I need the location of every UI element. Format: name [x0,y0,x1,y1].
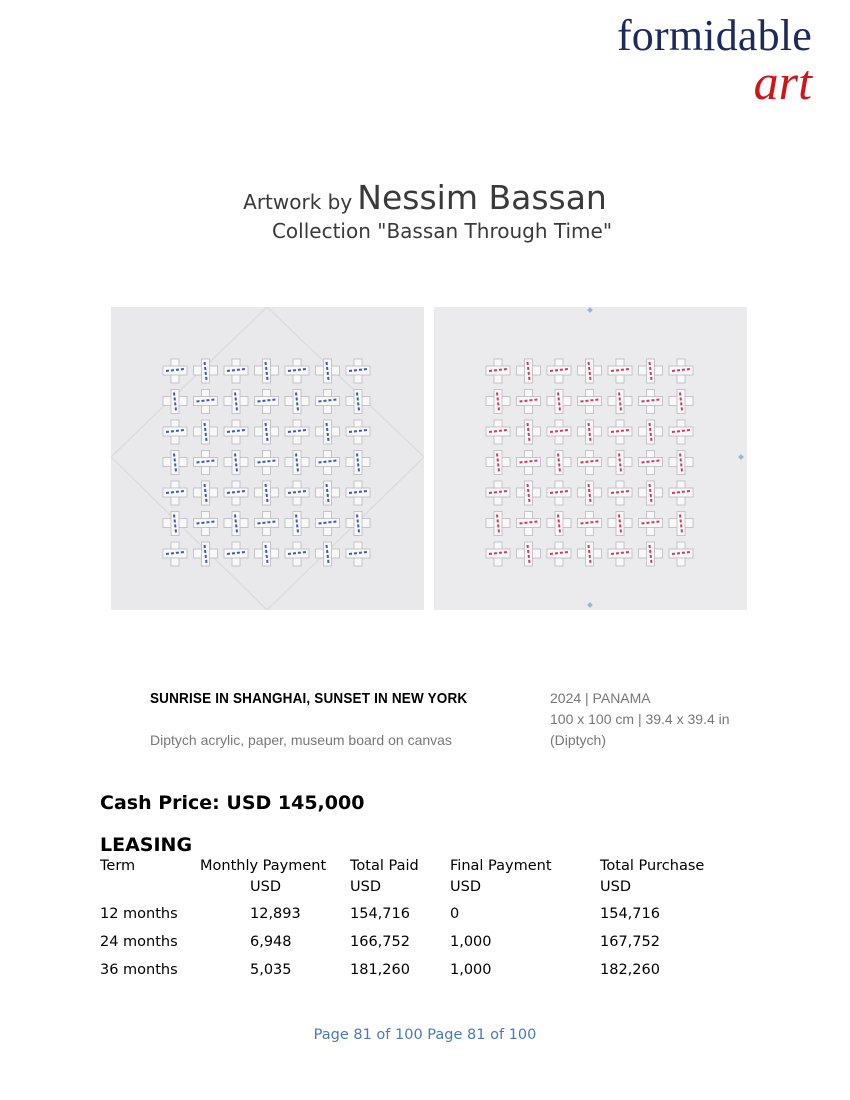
table-header-cell: USD [250,879,281,895]
table-header-row [100,879,750,900]
table-cell: 166,752 [350,934,410,950]
artist-name: Nessim Bassan [357,178,607,217]
table-row [100,956,750,984]
artwork-image-right [434,307,747,610]
table-cell: 12 months [100,906,178,922]
table-cell: 167,752 [600,934,660,950]
artwork-dimensions: 100 x 100 cm | 39.4 x 39.4 in [550,711,730,727]
artwork-heading [0,178,850,243]
collection-name: Collection "Bassan Through Time" [271,219,613,243]
table-header-cell: USD [350,879,381,895]
table-header-cell: Final Payment [450,858,552,874]
artwork-panel-left [111,307,424,610]
artwork-format: (Diptych) [550,732,607,748]
table-header-cell: USD [600,879,631,895]
table-cell: 182,260 [600,962,660,978]
page-footer: Page 81 of 100 Page 81 of 100 [313,1027,537,1043]
brand-logo [616,11,812,110]
logo-line-1: formidable [616,11,812,60]
cash-price: Cash Price: USD 145,000 [100,792,365,814]
leasing-title: LEASING [100,834,193,856]
table-cell: 0 [450,906,460,922]
table-header-cell: Monthly Payment [200,858,327,874]
table-cell: 154,716 [350,906,410,922]
table-cell: 6,948 [250,934,292,950]
table-header-cell: Total Paid [350,858,419,874]
table-header-cell: Total Purchase [600,858,705,874]
table-row [100,928,750,956]
table-header-cell: USD [450,879,481,895]
heading-prefix: Artwork by [243,190,353,214]
table-cell: 1,000 [450,962,492,978]
table-cell: 154,716 [600,906,660,922]
table-header-row [100,858,750,879]
artwork-title: SUNRISE IN SHANGHAI, SUNSET IN NEW YORK [150,690,468,707]
logo-line-2: art [753,54,812,110]
artwork-image-left [111,307,424,610]
table-cell: 24 months [100,934,178,950]
artwork-panel-right [434,307,747,610]
leasing-table [100,858,750,984]
table-header-cell [100,879,200,900]
artwork-year-place: 2024 | PANAMA [550,690,651,706]
artwork-meta [550,688,730,751]
table-cell: 36 months [100,962,178,978]
table-cell: 12,893 [250,906,301,922]
table-cell: 5,035 [250,962,292,978]
table-cell: 181,260 [350,962,410,978]
artwork-medium: Diptych acrylic, paper, museum board on canvas [150,732,452,748]
table-row [100,900,750,928]
table-header-cell: Term [100,858,136,874]
table-cell: 1,000 [450,934,492,950]
